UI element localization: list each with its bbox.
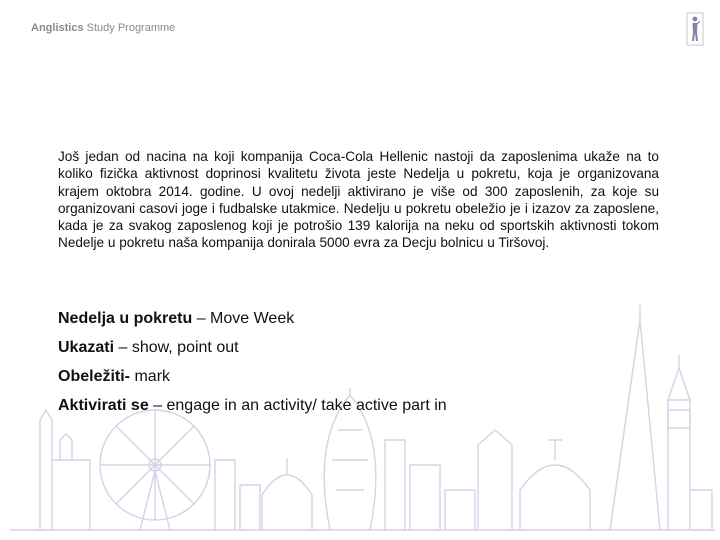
vocab-item <box>58 309 658 329</box>
vocab-term: Aktivirati se <box>58 397 149 414</box>
body-paragraph: Još jedan od nacina na koji kompanija Coca-Cola Hellenic nastoji da zaposlenima ukaže na to koliko fizička aktivnost doprinosi kvalitetu života jeste Nedelja u pokretu, koja je organizovana krajem oktobra 2014. godine. U ovoj nedelji aktivirano je više od 300 zaposlenih, za koje su organizovani casovi joge i fudbalske utakmice. Nedelju u pokretu obeležio je i izazov za zaposlene, kada je za svakog zaposlenog koji je potrošio 139 kalorija na neku od sportskih aktivnosti tokom Nedelje u pokretu naša kompanija donirala 5000 evra za Decju bolnicu u Tiršovoj. <box>58 149 659 251</box>
vocab-meaning: – Move Week <box>192 310 295 327</box>
figure-silhouette-icon <box>686 12 704 46</box>
vocab-item <box>58 396 658 416</box>
header-brand: Anglistics <box>31 22 84 34</box>
vocab-meaning: – show, point out <box>114 339 239 356</box>
programme-header <box>31 22 175 34</box>
vocab-meaning: – engage in an activity/ take active part in <box>148 397 447 414</box>
vocab-term: Nedelja u pokretu <box>58 310 193 327</box>
vocab-term: Ukazati <box>58 339 115 356</box>
header-subtitle: Study Programme <box>86 22 176 34</box>
vocab-meaning: mark <box>130 368 171 385</box>
vocab-item <box>58 338 658 358</box>
vocab-item <box>58 367 658 387</box>
vocab-term: Obeležiti- <box>58 368 131 385</box>
